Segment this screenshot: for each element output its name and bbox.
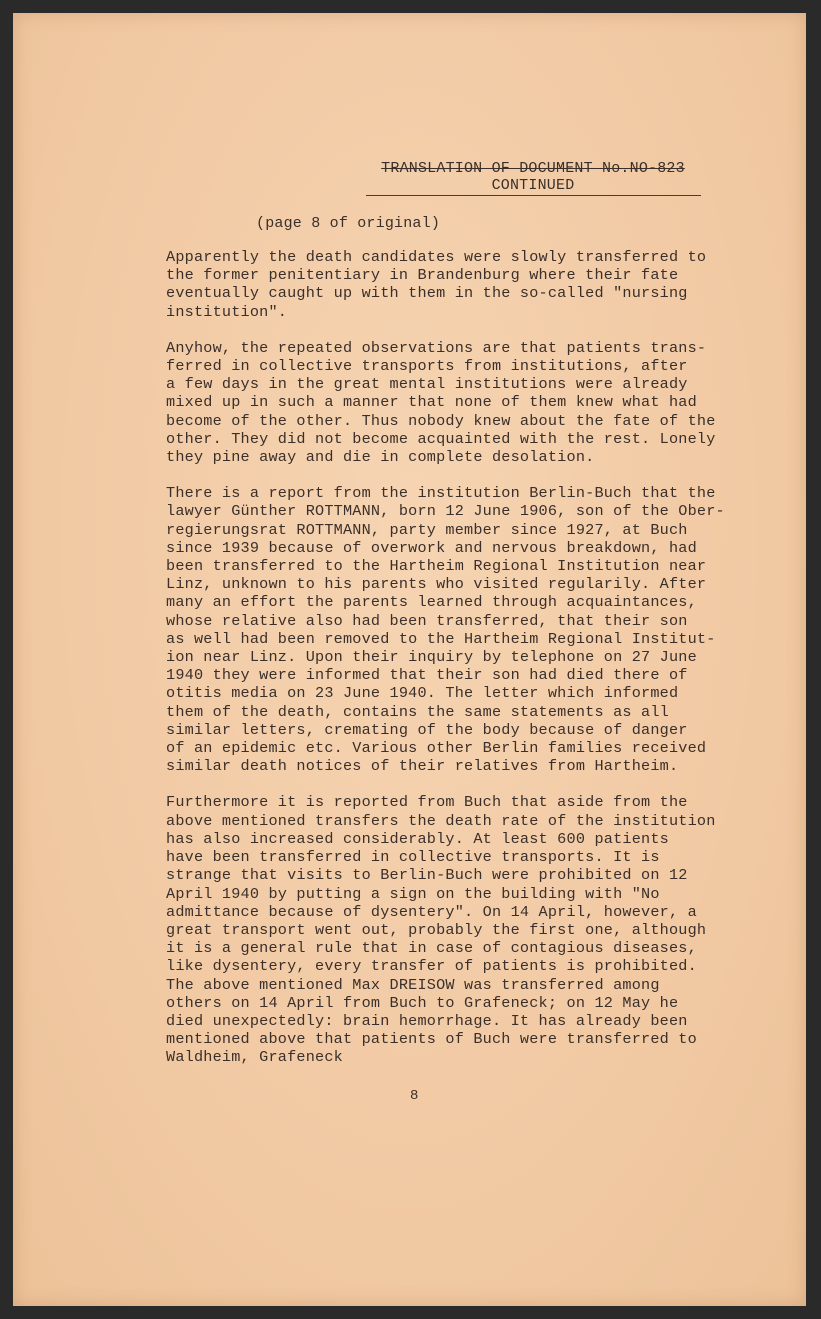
- heading-underline: [366, 195, 701, 196]
- document-heading: [363, 160, 703, 194]
- document-page: [13, 13, 806, 1306]
- page-reference: (page 8 of original): [256, 215, 441, 232]
- heading-continued: CONTINUED: [491, 177, 575, 194]
- page-number: 8: [410, 1088, 419, 1104]
- paragraph-3: There is a report from the institution Berlin-Buch that the lawyer Günther ROTTMANN, born 12 June 1906, son of the Ober- regierungsrat ROTTMANN, party member since 1927, at Buch since 1939 because of overwork and nervous breakdown, had been transferred to the Hartheim Regional Institution near Linz, unknown to his parents who visited regularily. After many an effort the parents learned through acquaintances, whose relative also had been transferred, that their son as well had been removed to the Hartheim Regional Institut- ion near Linz. Upon their inquiry by telephone on 27 June 1940 they were informed that their son had died there of otitis media on 23 June 1940. The letter which informed them of the death, contains the same statements as all similar letters, cremating of the body because of danger of an epidemic etc. Various other Berlin families received similar death notices of their relatives from Hartheim.: [166, 484, 725, 776]
- paragraph-1: Apparently the death candidates were slowly transferred to the former penitentiary in Brandenburg where their fate eventually caught up with them in the so-called "nursing institution".: [166, 248, 707, 321]
- heading-title: TRANSLATION OF DOCUMENT No.NO-823: [381, 160, 685, 177]
- body-text: [166, 248, 776, 1085]
- paragraph-4: Furthermore it is reported from Buch that aside from the above mentioned transfers the death rate of the institution has also increased considerably. At least 600 patients have been transferred in collective transports. It is strange that visits to Berlin-Buch were prohibited on 12 April 1940 by putting a sign on the building with "No admittance because of dysentery". On 14 April, however, a great transport went out, probably the first one, although it is a general rule that in case of contagious diseases, like dysentery, every transfer of patients is prohibited. The above mentioned Max DREISOW was transferred among others on 14 April from Buch to Grafeneck; on 12 May he died unexpectedly: brain hemorrhage. It has already been mentioned above that patients of Buch were transferred to Waldheim, Grafeneck: [166, 793, 716, 1067]
- paragraph-2: Anyhow, the repeated observations are that patients trans- ferred in collective transports from institutions, after a few days in the great mental institutions were already mixed up in such a manner that none of them knew what had become of the other. Thus nobody knew about the fate of the other. They did not become acquainted with the rest. Lonely they pine away and die in complete desolation.: [166, 338, 716, 467]
